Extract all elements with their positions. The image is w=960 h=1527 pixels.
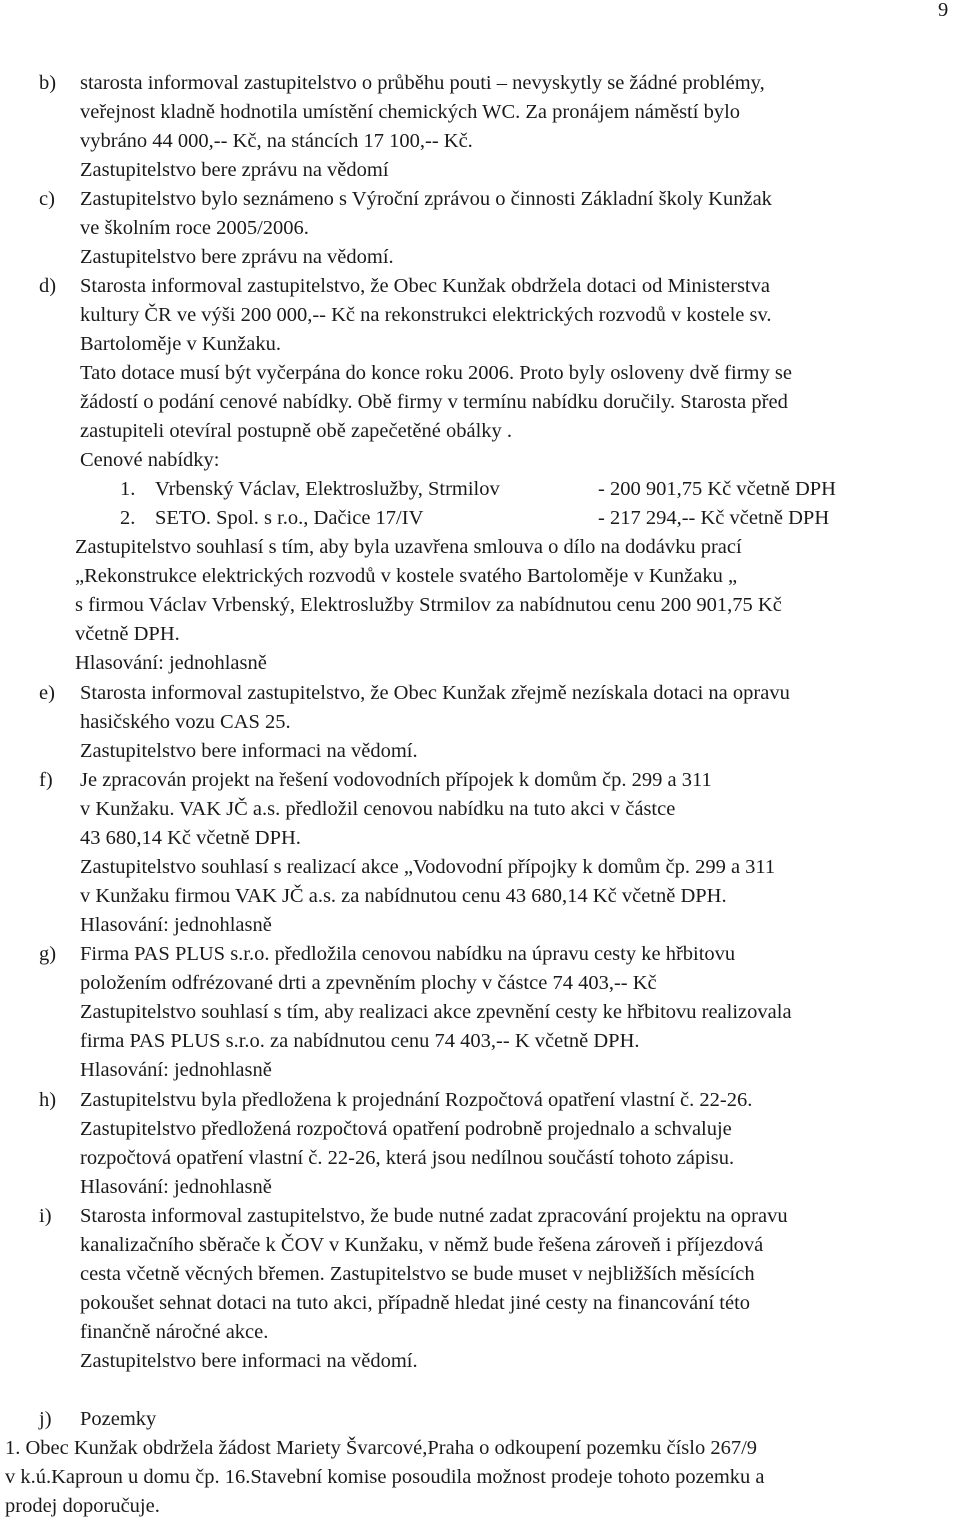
- offer-name: Vrbenský Václav, Elektroslužby, Strmilov: [155, 478, 500, 500]
- item-d-line: Bartoloměje v Kunžaku.: [80, 333, 281, 355]
- item-d-resolution-line: Zastupitelstvo souhlasí s tím, aby byla uzavřena smlouva o dílo na dodávku prací: [75, 536, 742, 558]
- item-g-line: Firma PAS PLUS s.r.o. předložila cenovou nabídku na úpravu cesty ke hřbitovu: [80, 943, 736, 965]
- offer-price: - 200 901,75 Kč včetně DPH: [598, 478, 836, 500]
- offer-number: 2.: [120, 507, 136, 529]
- item-e-line: Zastupitelstvo bere informaci na vědomí.: [80, 740, 418, 762]
- item-j-line: v k.ú.Kaproun u domu čp. 16.Stavební komise posoudila možnost prodeje tohoto pozemku a: [5, 1466, 765, 1488]
- item-i-line: Zastupitelstvo bere informaci na vědomí.: [80, 1350, 418, 1372]
- item-b-line: veřejnost kladně hodnotila umístění chemických WC. Za pronájem náměstí bylo: [80, 101, 741, 123]
- item-i-line: pokoušet sehnat dotaci na tuto akci, případně hledat jiné cesty na financování této: [80, 1292, 751, 1314]
- item-e-line: Starosta informoval zastupitelstvo, že Obec Kunžak zřejmě nezískala dotaci na opravu: [80, 682, 790, 704]
- item-g-line: položením odfrézované drti a zpevněním plochy v částce 74 403,-- Kč: [80, 972, 657, 994]
- item-c-label: c): [39, 188, 55, 210]
- item-h-line: rozpočtová opatření vlastní č. 22-26, která jsou nedílnou součástí tohoto zápisu.: [80, 1147, 735, 1169]
- item-f-label: f): [39, 769, 53, 791]
- item-c-line: ve školním roce 2005/2006.: [80, 217, 309, 239]
- item-d-line: kultury ČR ve výši 200 000,-- Kč na rekonstrukci elektrických rozvodů v kostele sv.: [80, 304, 772, 326]
- item-d-line: žádostí o podání cenové nabídky. Obě firmy v termínu nabídku doručily. Starosta před: [80, 391, 788, 413]
- item-d-line: Starosta informoval zastupitelstvo, že Obec Kunžak obdržela dotaci od Ministerstva: [80, 275, 770, 297]
- item-f-line: v Kunžaku firmou VAK JČ a.s. za nabídnutou cenu 43 680,14 Kč včetně DPH.: [80, 885, 727, 907]
- offer-number: 1.: [120, 478, 136, 500]
- offer-name: SETO. Spol. s r.o., Dačice 17/IV: [155, 507, 424, 529]
- item-j-title: Pozemky: [80, 1408, 157, 1430]
- item-f-vote: Hlasování: jednohlasně: [80, 914, 272, 936]
- item-c-line: Zastupitelstvo bylo seznámeno s Výroční zprávou o činnosti Základní školy Kunžak: [80, 188, 772, 210]
- item-d-resolution-line: s firmou Václav Vrbenský, Elektroslužby Strmilov za nabídnutou cenu 200 901,75 Kč: [75, 594, 782, 616]
- item-f-line: Zastupitelstvo souhlasí s realizací akce „Vodovodní přípojky k domům čp. 299 a 311: [80, 856, 776, 878]
- item-d-vote: Hlasování: jednohlasně: [75, 652, 267, 674]
- item-f-line: Je zpracován projekt na řešení vodovodních přípojek k domům čp. 299 a 311: [80, 769, 712, 791]
- item-g-label: g): [39, 943, 57, 965]
- item-h-line: Zastupitelstvu byla předložena k projednání Rozpočtová opatření vlastní č. 22-26.: [80, 1089, 753, 1111]
- item-j-line: 1. Obec Kunžak obdržela žádost Mariety Švarcové,Praha o odkoupení pozemku číslo 267/9: [5, 1437, 758, 1459]
- item-b-line: Zastupitelstvo bere zprávu na vědomí: [80, 159, 389, 181]
- item-d-line: Cenové nabídky:: [80, 449, 220, 471]
- item-g-vote: Hlasování: jednohlasně: [80, 1059, 272, 1081]
- item-f-line: v Kunžaku. VAK JČ a.s. předložil cenovou nabídku na tuto akci v částce: [80, 798, 676, 820]
- item-e-line: hasičského vozu CAS 25.: [80, 711, 291, 733]
- item-i-line: kanalizačního sběrače k ČOV v Kunžaku, v němž bude řešena zároveň i příjezdová: [80, 1234, 764, 1256]
- item-b-line: vybráno 44 000,-- Kč, na stáncích 17 100,-- Kč.: [80, 130, 473, 152]
- item-e-label: e): [39, 682, 55, 704]
- item-h-line: Zastupitelstvo předložená rozpočtová opatření podrobně projednalo a schvaluje: [80, 1118, 732, 1140]
- item-i-line: finančně náročné akce.: [80, 1321, 269, 1343]
- item-i-label: i): [39, 1205, 52, 1227]
- item-d-line: Tato dotace musí být vyčerpána do konce roku 2006. Proto byly osloveny dvě firmy se: [80, 362, 792, 384]
- item-g-line: firma PAS PLUS s.r.o. za nabídnutou cenu 74 403,-- K včetně DPH.: [80, 1030, 640, 1052]
- item-d-label: d): [39, 275, 57, 297]
- item-b-label: b): [39, 72, 57, 94]
- item-h-label: h): [39, 1089, 57, 1111]
- item-d-line: zastupiteli otevíral postupně obě zapečetěné obálky .: [80, 420, 513, 442]
- item-c-line: Zastupitelstvo bere zprávu na vědomí.: [80, 246, 394, 268]
- item-f-line: 43 680,14 Kč včetně DPH.: [80, 827, 301, 849]
- offer-price: - 217 294,-- Kč včetně DPH: [598, 507, 830, 529]
- item-j-label: j): [39, 1408, 52, 1430]
- item-i-line: cesta včetně věcných břemen. Zastupitelstvo se bude muset v nejbližších měsících: [80, 1263, 755, 1285]
- item-h-vote: Hlasování: jednohlasně: [80, 1176, 272, 1198]
- page-number: 9: [938, 0, 949, 21]
- item-d-resolution-line: „Rekonstrukce elektrických rozvodů v kostele svatého Bartoloměje v Kunžaku „: [75, 565, 738, 587]
- item-d-resolution-line: včetně DPH.: [75, 623, 180, 645]
- item-g-line: Zastupitelstvo souhlasí s tím, aby realizaci akce zpevnění cesty ke hřbitovu realizovala: [80, 1001, 792, 1023]
- item-b-line: starosta informoval zastupitelstvo o průběhu pouti – nevyskytly se žádné problémy,: [80, 72, 765, 94]
- item-j-line: prodej doporučuje.: [5, 1495, 160, 1517]
- item-i-line: Starosta informoval zastupitelstvo, že bude nutné zadat zpracování projektu na opravu: [80, 1205, 788, 1227]
